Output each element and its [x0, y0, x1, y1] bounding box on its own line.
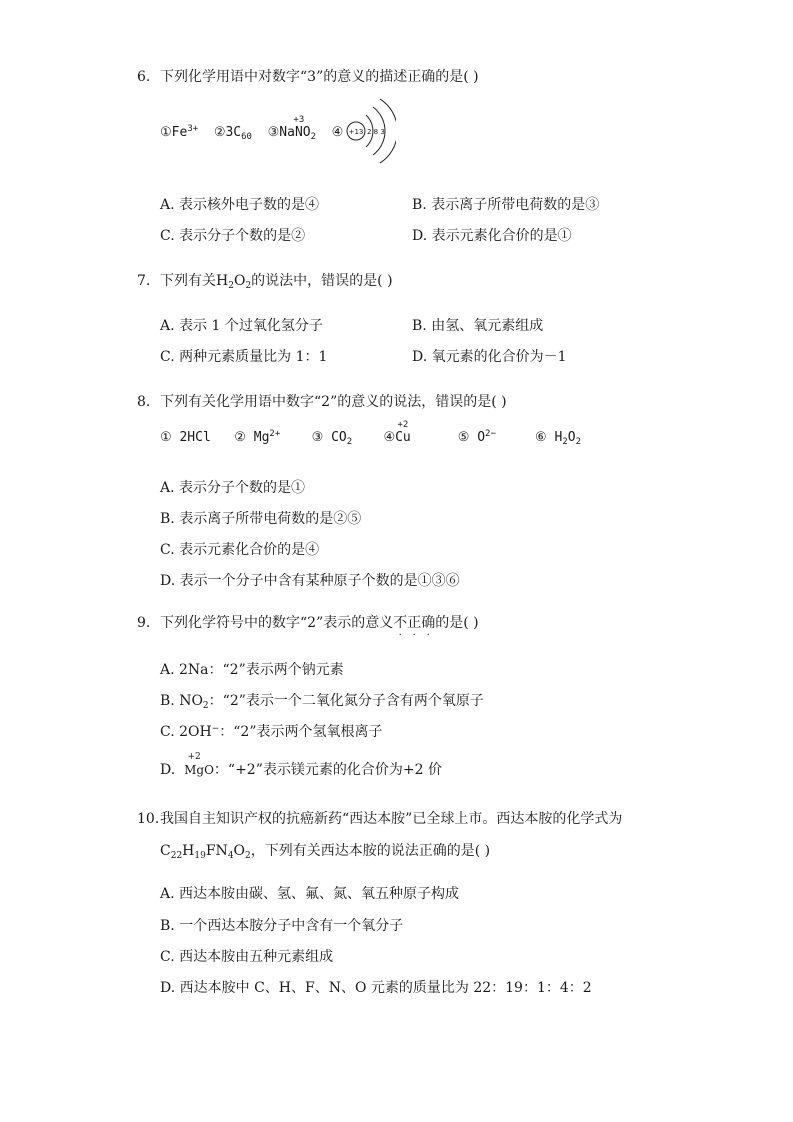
q9-option-d[interactable]: D. +2 MgO：“+2”表示镁元素的化合价为+2 价 — [160, 752, 442, 778]
formula-c60: 3C — [225, 125, 242, 140]
atom-structure-diagram — [344, 95, 396, 167]
question-8-stem — [137, 391, 507, 411]
formula-na: Na — [279, 125, 295, 140]
q6-symbols: $①Fe^{3+}$ $②3C_{60}$ ③Na +3 $NO_2$ ④ — [160, 115, 344, 142]
q9-option-b[interactable]: B. $NO_2$：“2”表示一个二氧化氮分子含有两个氧原子 — [160, 693, 484, 711]
item-marker: ④ — [331, 125, 344, 140]
question-7-stem: 7. 下列有关$H_2O_2$的说法中，错误的是( ) — [137, 273, 393, 291]
formula-mg: Mg — [253, 430, 270, 445]
q8-symbols: ① 2HCl ② $Mg^{2+}$ ③ $CO_2$ ④ +2 Cu ⑤ $O^{2-}$ ⑥ $H_2O_2$ — [160, 420, 582, 447]
q7-option-c[interactable]: C. 两种元素质量比为 1：1 — [160, 349, 328, 365]
valence-n: +3 N — [293, 115, 305, 140]
formula-h2o2: H — [554, 430, 563, 445]
question-10-stem: 10.我国自主知识产权的抗癌新药“西达本胺”已全球上市。西达本胺的化学式为 — [137, 811, 623, 827]
q6-option-d[interactable]: D. 表示元素化合价的是① — [412, 228, 572, 244]
q6-option-b[interactable]: B. 表示离子所带电荷数的是③ — [412, 197, 600, 213]
q10-option-d[interactable]: D. 西达本胺中 C、H、F、N、O 元素的质量比为 22：19：1：4：2 — [160, 980, 592, 996]
formula-fe: Fe — [171, 125, 188, 140]
question-number: 9. — [137, 615, 151, 631]
item-marker: ① — [160, 125, 172, 140]
q10-option-b[interactable]: B. 一个西达本胺分子中含有一个氧分子 — [160, 918, 404, 934]
q8-option-d[interactable]: D. 表示一个分子中含有某种原子个数的是①③⑥ — [160, 573, 460, 589]
question-text: 下列有关化学用语中数字“2”的意义的说法，错误的是( ) — [160, 394, 507, 410]
formula-o-ion: O — [477, 430, 486, 445]
question-6-stem — [137, 66, 479, 86]
shell-electrons: 2 8 3 — [367, 128, 385, 136]
formula-part: C — [160, 843, 171, 859]
q10-option-a[interactable]: A. 西达本胺由碳、氢、氟、氮、氧五种原子构成 — [160, 886, 460, 902]
q6-option-a[interactable]: A. 表示核外电子数的是④ — [160, 197, 320, 213]
item-marker: ② — [213, 125, 226, 140]
q8-option-b[interactable]: B. 表示离子所带电荷数的是②⑤ — [160, 511, 362, 527]
emphasis-char: 确 — [421, 615, 436, 631]
subscript: 60 — [241, 132, 252, 142]
question-number: 8. — [137, 394, 151, 410]
q8-option-a[interactable]: A. 表示分子个数的是① — [160, 480, 306, 496]
q7-option-a[interactable]: A. 表示 1 个过氧化氢分子 — [160, 318, 323, 334]
formula-co2: CO — [331, 430, 347, 445]
question-number: 6. — [137, 69, 151, 85]
emphasis-char: 正 — [407, 615, 422, 631]
q9-option-c[interactable]: C. 2OH−：“2”表示两个氢氧根离子 — [160, 724, 383, 740]
q9-option-a[interactable]: A. 2Na：“2”表示两个钠元素 — [160, 662, 344, 678]
question-10-stem-line2: $C_{22}H_{19}FN_4O_2$，下列有关西达本胺的说法正确的是( ) — [160, 843, 491, 861]
q7-option-b[interactable]: B. 由氢、氧元素组成 — [412, 318, 544, 334]
valence-mark: +3 — [293, 115, 305, 125]
q10-option-c[interactable]: C. 西达本胺由五种元素组成 — [160, 949, 334, 965]
item-2hcl: ① 2HCl — [160, 430, 211, 445]
valence-mg: +2 Mg — [184, 752, 205, 777]
emphasis-char: 不 — [393, 615, 408, 631]
charge-superscript: 3+ — [187, 124, 199, 134]
q7-option-d[interactable]: D. 氧元素的化合价为－1 — [412, 349, 567, 365]
valence-cu: +2 Cu — [395, 420, 411, 445]
item-marker: ③ — [267, 125, 280, 140]
question-9-stem: 9. 下列化学符号中的数字“2”表示的意义不正确的是( ) — [137, 612, 479, 632]
question-number: 10. — [137, 811, 160, 827]
q8-option-c[interactable]: C. 表示元素化合价的是④ — [160, 542, 320, 558]
question-text: 下列化学用语中对数字“3”的意义的描述正确的是( ) — [160, 69, 479, 85]
nucleus-label: +13 — [348, 128, 364, 136]
question-number: 7. — [137, 273, 151, 289]
q6-option-c[interactable]: C. 表示分子个数的是② — [160, 228, 306, 244]
subscript: 2 — [310, 132, 317, 142]
